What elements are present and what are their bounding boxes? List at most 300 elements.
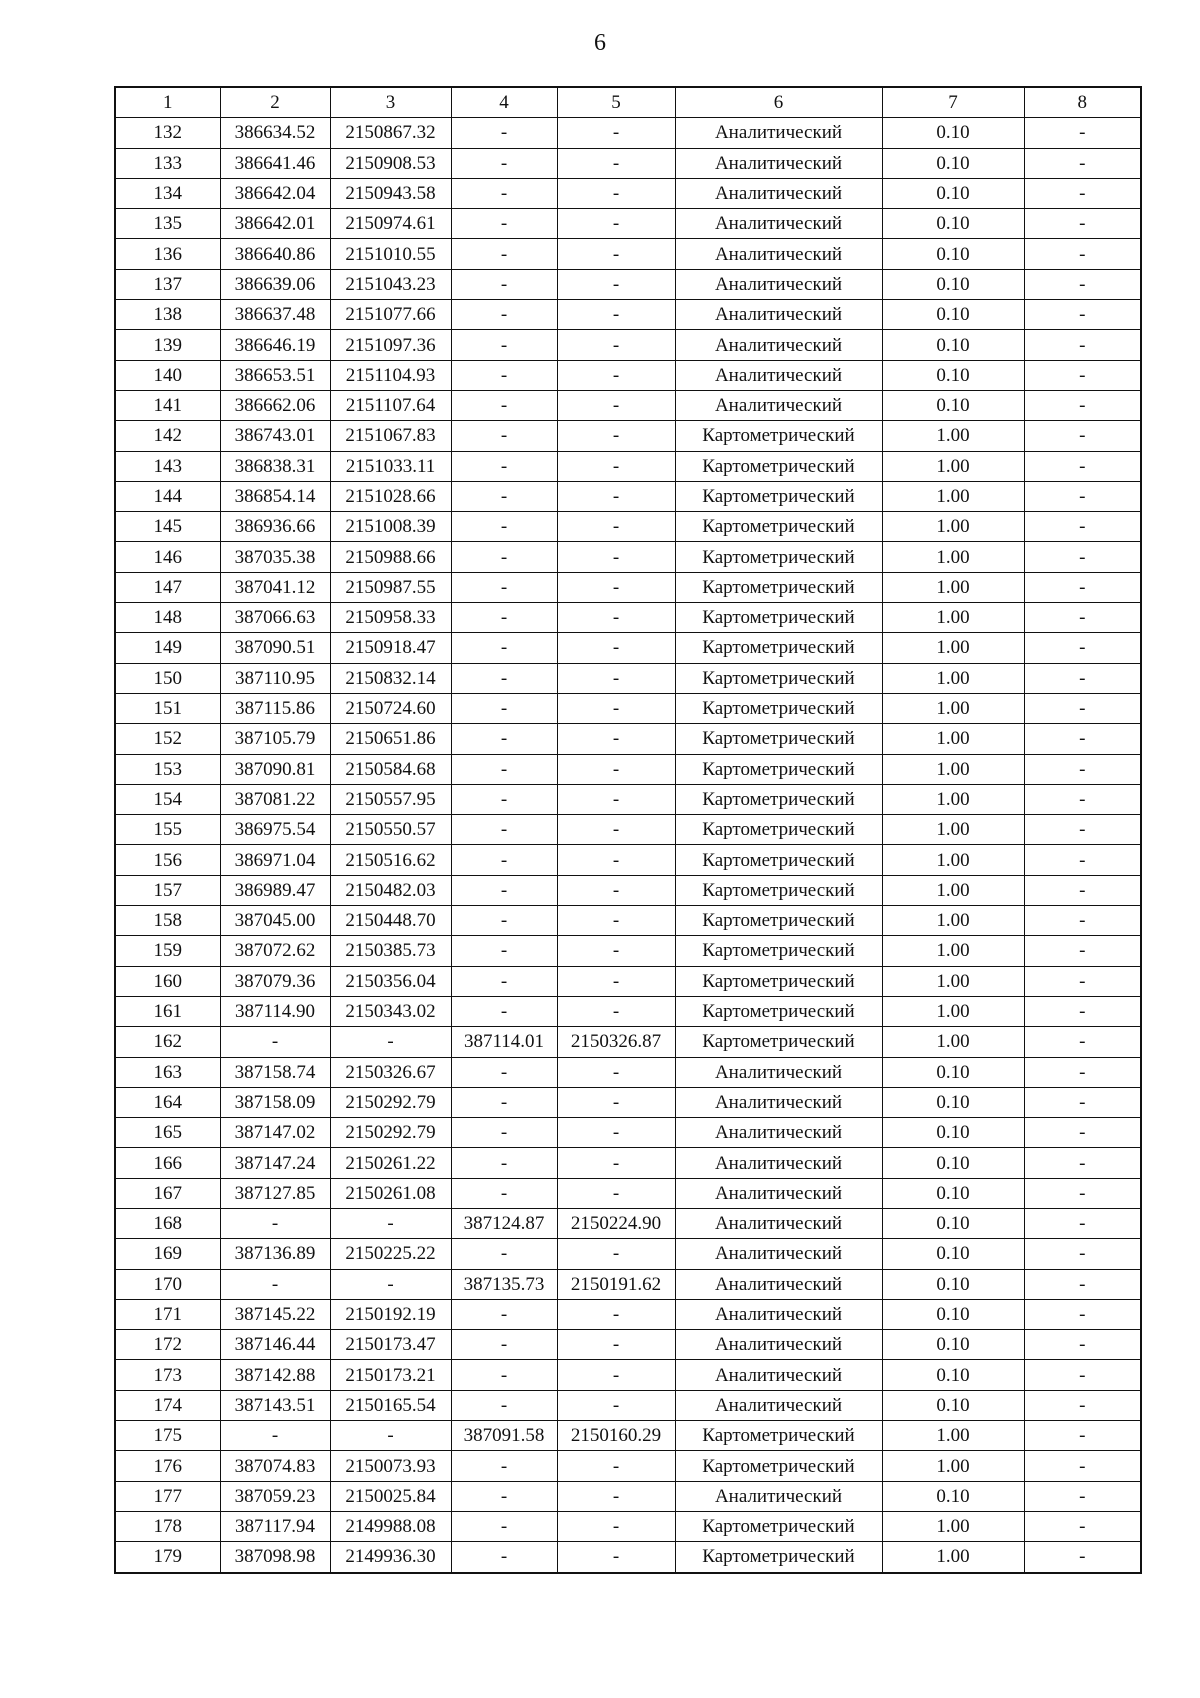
table-row <box>115 512 1141 542</box>
table-cell-col-8: - <box>1024 936 1141 966</box>
table-row <box>115 1178 1141 1208</box>
table-cell-col-4: - <box>451 451 557 481</box>
table-cell-col-8: - <box>1024 906 1141 936</box>
table-cell-col-5: - <box>557 1178 675 1208</box>
table-cell-col-2: 387098.98 <box>220 1542 330 1573</box>
table-row <box>115 1118 1141 1148</box>
table-cell-col-4: - <box>451 390 557 420</box>
table-cell-col-5: - <box>557 1542 675 1573</box>
table-cell-col-1: 138 <box>115 300 220 330</box>
table-cell-col-8: - <box>1024 754 1141 784</box>
table-cell-col-3: 2150261.08 <box>330 1178 451 1208</box>
table-cell-col-7: 0.10 <box>882 269 1024 299</box>
table-cell-col-2: 387090.51 <box>220 633 330 663</box>
column-header-4: 4 <box>451 87 557 118</box>
table-cell-col-5: 2150224.90 <box>557 1208 675 1238</box>
table-cell-col-6: Картометрический <box>675 845 882 875</box>
table-body <box>115 118 1141 1573</box>
table-cell-col-1: 161 <box>115 996 220 1026</box>
table-cell-col-3: 2150988.66 <box>330 542 451 572</box>
table-cell-col-3: 2150557.95 <box>330 784 451 814</box>
table-cell-col-8: - <box>1024 1299 1141 1329</box>
table-cell-col-5: - <box>557 1511 675 1541</box>
table-cell-col-6: Аналитический <box>675 1118 882 1148</box>
table-cell-col-4: - <box>451 330 557 360</box>
table-cell-col-6: Картометрический <box>675 1511 882 1541</box>
table-cell-col-7: 1.00 <box>882 481 1024 511</box>
table-cell-col-6: Картометрический <box>675 633 882 663</box>
table-cell-col-3: 2150225.22 <box>330 1239 451 1269</box>
table-cell-col-7: 0.10 <box>882 1299 1024 1329</box>
table-cell-col-6: Аналитический <box>675 360 882 390</box>
table-cell-col-1: 169 <box>115 1239 220 1269</box>
table-cell-col-3: 2151097.36 <box>330 330 451 360</box>
table-cell-col-3: 2151067.83 <box>330 421 451 451</box>
table-cell-col-7: 1.00 <box>882 936 1024 966</box>
table-cell-col-2: 387158.09 <box>220 1087 330 1117</box>
table-cell-col-3: 2150292.79 <box>330 1087 451 1117</box>
table-cell-col-7: 1.00 <box>882 996 1024 1026</box>
table-cell-col-7: 0.10 <box>882 118 1024 148</box>
table-cell-col-5: - <box>557 1299 675 1329</box>
table-cell-col-3: 2150943.58 <box>330 178 451 208</box>
table-cell-col-5: - <box>557 572 675 602</box>
table-cell-col-5: - <box>557 148 675 178</box>
table-cell-col-6: Картометрический <box>675 451 882 481</box>
table-cell-col-6: Аналитический <box>675 239 882 269</box>
table-cell-col-6: Аналитический <box>675 390 882 420</box>
table-cell-col-4: - <box>451 1360 557 1390</box>
table-cell-col-7: 1.00 <box>882 1027 1024 1057</box>
table-cell-col-2: - <box>220 1421 330 1451</box>
table-cell-col-8: - <box>1024 512 1141 542</box>
table-cell-col-2: 387142.88 <box>220 1360 330 1390</box>
table-cell-col-2: 386639.06 <box>220 269 330 299</box>
table-cell-col-5: 2150326.87 <box>557 1027 675 1057</box>
table-cell-col-7: 1.00 <box>882 633 1024 663</box>
table-cell-col-2: 386642.01 <box>220 209 330 239</box>
table-cell-col-4: - <box>451 209 557 239</box>
table-cell-col-1: 141 <box>115 390 220 420</box>
table-cell-col-2: 387074.83 <box>220 1451 330 1481</box>
table-cell-col-3: 2150165.54 <box>330 1390 451 1420</box>
table-cell-col-4: - <box>451 996 557 1026</box>
table-row <box>115 1360 1141 1390</box>
table-cell-col-2: - <box>220 1269 330 1299</box>
table-row <box>115 451 1141 481</box>
table-cell-col-3: 2150385.73 <box>330 936 451 966</box>
table-cell-col-1: 135 <box>115 209 220 239</box>
table-cell-col-7: 0.10 <box>882 300 1024 330</box>
table-cell-col-7: 0.10 <box>882 1360 1024 1390</box>
table-cell-col-1: 150 <box>115 663 220 693</box>
table-cell-col-6: Аналитический <box>675 178 882 208</box>
table-cell-col-4: - <box>451 512 557 542</box>
table-cell-col-4: - <box>451 1511 557 1541</box>
table-cell-col-3: 2150343.02 <box>330 996 451 1026</box>
table-cell-col-2: 386838.31 <box>220 451 330 481</box>
table-cell-col-1: 156 <box>115 845 220 875</box>
table-cell-col-6: Картометрический <box>675 603 882 633</box>
table-cell-col-4: - <box>451 1451 557 1481</box>
table-cell-col-3: 2150356.04 <box>330 966 451 996</box>
table-cell-col-5: - <box>557 845 675 875</box>
table-cell-col-1: 174 <box>115 1390 220 1420</box>
table-cell-col-7: 1.00 <box>882 1421 1024 1451</box>
table-cell-col-2: 386640.86 <box>220 239 330 269</box>
table-cell-col-3: 2150448.70 <box>330 906 451 936</box>
table-cell-col-6: Картометрический <box>675 663 882 693</box>
table-cell-col-8: - <box>1024 1451 1141 1481</box>
table-cell-col-8: - <box>1024 1421 1141 1451</box>
table-cell-col-1: 151 <box>115 693 220 723</box>
table-row <box>115 1330 1141 1360</box>
table-cell-col-1: 160 <box>115 966 220 996</box>
table-cell-col-1: 133 <box>115 148 220 178</box>
table-cell-col-8: - <box>1024 1269 1141 1299</box>
table-cell-col-7: 1.00 <box>882 906 1024 936</box>
table-cell-col-4: - <box>451 269 557 299</box>
table-cell-col-3: 2150516.62 <box>330 845 451 875</box>
table-cell-col-8: - <box>1024 148 1141 178</box>
table-cell-col-6: Картометрический <box>675 724 882 754</box>
table-cell-col-1: 134 <box>115 178 220 208</box>
table-cell-col-6: Аналитический <box>675 1148 882 1178</box>
table-cell-col-7: 0.10 <box>882 1208 1024 1238</box>
table-cell-col-1: 149 <box>115 633 220 663</box>
table-cell-col-1: 147 <box>115 572 220 602</box>
table-cell-col-7: 0.10 <box>882 1148 1024 1178</box>
table-cell-col-1: 152 <box>115 724 220 754</box>
table-cell-col-1: 177 <box>115 1481 220 1511</box>
table-cell-col-7: 1.00 <box>882 966 1024 996</box>
table-cell-col-6: Картометрический <box>675 512 882 542</box>
table-row <box>115 996 1141 1026</box>
page-number: 6 <box>594 30 606 56</box>
table-cell-col-4: 387124.87 <box>451 1208 557 1238</box>
table-cell-col-4: 387091.58 <box>451 1421 557 1451</box>
table-cell-col-8: - <box>1024 1511 1141 1541</box>
table-cell-col-2: 387059.23 <box>220 1481 330 1511</box>
table-row <box>115 663 1141 693</box>
table-row <box>115 1421 1141 1451</box>
table-row <box>115 390 1141 420</box>
table-cell-col-5: - <box>557 269 675 299</box>
table-cell-col-5: - <box>557 1390 675 1420</box>
table-cell-col-6: Аналитический <box>675 1057 882 1087</box>
table-cell-col-6: Аналитический <box>675 118 882 148</box>
table-row <box>115 815 1141 845</box>
table-cell-col-7: 1.00 <box>882 572 1024 602</box>
table-cell-col-4: - <box>451 1178 557 1208</box>
table-cell-col-7: 0.10 <box>882 1239 1024 1269</box>
column-header-8: 8 <box>1024 87 1141 118</box>
table-cell-col-6: Аналитический <box>675 330 882 360</box>
table-cell-col-2: 387105.79 <box>220 724 330 754</box>
table-cell-col-7: 1.00 <box>882 693 1024 723</box>
table-cell-col-4: - <box>451 1542 557 1573</box>
table-cell-col-1: 148 <box>115 603 220 633</box>
table-cell-col-7: 1.00 <box>882 724 1024 754</box>
table-cell-col-8: - <box>1024 1057 1141 1087</box>
table-cell-col-5: - <box>557 209 675 239</box>
table-cell-col-4: - <box>451 906 557 936</box>
table-cell-col-5: - <box>557 421 675 451</box>
table-cell-col-7: 1.00 <box>882 1511 1024 1541</box>
table-cell-col-6: Аналитический <box>675 148 882 178</box>
table-cell-col-5: - <box>557 330 675 360</box>
table-cell-col-6: Аналитический <box>675 1208 882 1238</box>
table-cell-col-2: 387045.00 <box>220 906 330 936</box>
table-cell-col-4: - <box>451 178 557 208</box>
table-row <box>115 481 1141 511</box>
table-cell-col-6: Аналитический <box>675 1299 882 1329</box>
table-cell-col-8: - <box>1024 1360 1141 1390</box>
table-cell-col-4: - <box>451 421 557 451</box>
table-cell-col-6: Картометрический <box>675 1451 882 1481</box>
table-cell-col-4: - <box>451 633 557 663</box>
table-row <box>115 906 1141 936</box>
table-row <box>115 421 1141 451</box>
table-cell-col-8: - <box>1024 1390 1141 1420</box>
table-row <box>115 1208 1141 1238</box>
table-cell-col-4: 387135.73 <box>451 1269 557 1299</box>
table-cell-col-4: - <box>451 300 557 330</box>
table-cell-col-2: 387079.36 <box>220 966 330 996</box>
table-cell-col-6: Аналитический <box>675 1178 882 1208</box>
table-cell-col-2: 386936.66 <box>220 512 330 542</box>
table-row <box>115 300 1141 330</box>
table-cell-col-7: 0.10 <box>882 1269 1024 1299</box>
table-cell-col-7: 1.00 <box>882 512 1024 542</box>
table-cell-col-8: - <box>1024 360 1141 390</box>
table-cell-col-1: 179 <box>115 1542 220 1573</box>
table-cell-col-3: 2150918.47 <box>330 633 451 663</box>
table-cell-col-7: 1.00 <box>882 845 1024 875</box>
table-row <box>115 178 1141 208</box>
table-cell-col-1: 175 <box>115 1421 220 1451</box>
table-cell-col-1: 163 <box>115 1057 220 1087</box>
table-cell-col-7: 0.10 <box>882 239 1024 269</box>
table-cell-col-5: - <box>557 481 675 511</box>
table-cell-col-6: Аналитический <box>675 209 882 239</box>
table-cell-col-1: 173 <box>115 1360 220 1390</box>
table-cell-col-1: 155 <box>115 815 220 845</box>
table-header-row <box>115 87 1141 118</box>
table-cell-col-2: 386634.52 <box>220 118 330 148</box>
table-cell-col-2: 386743.01 <box>220 421 330 451</box>
table-cell-col-5: - <box>557 996 675 1026</box>
table-cell-col-4: - <box>451 481 557 511</box>
table-row <box>115 1269 1141 1299</box>
table-cell-col-7: 0.10 <box>882 1057 1024 1087</box>
table-cell-col-2: 387158.74 <box>220 1057 330 1087</box>
table-cell-col-3: 2150958.33 <box>330 603 451 633</box>
table-cell-col-4: - <box>451 875 557 905</box>
table-cell-col-7: 1.00 <box>882 1451 1024 1481</box>
table-cell-col-3: 2151043.23 <box>330 269 451 299</box>
table-cell-col-8: - <box>1024 481 1141 511</box>
table-cell-col-5: 2150160.29 <box>557 1421 675 1451</box>
table-cell-col-3: 2150908.53 <box>330 148 451 178</box>
table-cell-col-1: 146 <box>115 542 220 572</box>
table-cell-col-3: 2150550.57 <box>330 815 451 845</box>
table-row <box>115 269 1141 299</box>
table-cell-col-5: - <box>557 512 675 542</box>
table-cell-col-5: - <box>557 784 675 814</box>
table-cell-col-3: - <box>330 1269 451 1299</box>
table-cell-col-3: 2150867.32 <box>330 118 451 148</box>
table-cell-col-1: 154 <box>115 784 220 814</box>
table-row <box>115 542 1141 572</box>
table-cell-col-4: - <box>451 815 557 845</box>
table-cell-col-8: - <box>1024 966 1141 996</box>
table-cell-col-8: - <box>1024 693 1141 723</box>
table-cell-col-4: - <box>451 360 557 390</box>
table-cell-col-5: - <box>557 1148 675 1178</box>
column-header-3: 3 <box>330 87 451 118</box>
table-row <box>115 845 1141 875</box>
table-cell-col-7: 1.00 <box>882 421 1024 451</box>
table-cell-col-7: 0.10 <box>882 1390 1024 1420</box>
table-cell-col-3: 2150482.03 <box>330 875 451 905</box>
table-cell-col-8: - <box>1024 1542 1141 1573</box>
table-cell-col-8: - <box>1024 178 1141 208</box>
table-cell-col-5: - <box>557 1330 675 1360</box>
coordinates-table <box>114 86 1142 1574</box>
table-cell-col-8: - <box>1024 724 1141 754</box>
table-cell-col-5: - <box>557 906 675 936</box>
table-cell-col-8: - <box>1024 390 1141 420</box>
table-cell-col-2: 387143.51 <box>220 1390 330 1420</box>
column-header-1: 1 <box>115 87 220 118</box>
table-cell-col-5: - <box>557 724 675 754</box>
table-cell-col-2: 386662.06 <box>220 390 330 420</box>
table-cell-col-5: - <box>557 754 675 784</box>
table-cell-col-7: 0.10 <box>882 360 1024 390</box>
table-cell-col-1: 142 <box>115 421 220 451</box>
table-row <box>115 936 1141 966</box>
table-row <box>115 1390 1141 1420</box>
table-cell-col-4: - <box>451 936 557 966</box>
table-cell-col-4: - <box>451 1330 557 1360</box>
table-cell-col-5: - <box>557 1057 675 1087</box>
table-cell-col-5: 2150191.62 <box>557 1269 675 1299</box>
table-cell-col-6: Картометрический <box>675 1542 882 1573</box>
table-cell-col-3: 2150073.93 <box>330 1451 451 1481</box>
table-cell-col-8: - <box>1024 663 1141 693</box>
table-cell-col-6: Картометрический <box>675 996 882 1026</box>
table-cell-col-6: Картометрический <box>675 875 882 905</box>
table-cell-col-6: Аналитический <box>675 269 882 299</box>
table-cell-col-3: 2150261.22 <box>330 1148 451 1178</box>
table-cell-col-6: Картометрический <box>675 1027 882 1057</box>
table-cell-col-3: - <box>330 1208 451 1238</box>
table-cell-col-8: - <box>1024 451 1141 481</box>
table-cell-col-2: 386653.51 <box>220 360 330 390</box>
table-cell-col-3: 2151008.39 <box>330 512 451 542</box>
table-cell-col-2: - <box>220 1208 330 1238</box>
table-cell-col-3: 2150651.86 <box>330 724 451 754</box>
table-cell-col-5: - <box>557 633 675 663</box>
table-cell-col-6: Аналитический <box>675 1330 882 1360</box>
table-cell-col-8: - <box>1024 239 1141 269</box>
table-cell-col-1: 137 <box>115 269 220 299</box>
table-cell-col-1: 143 <box>115 451 220 481</box>
table-cell-col-4: - <box>451 1118 557 1148</box>
table-cell-col-8: - <box>1024 1148 1141 1178</box>
table-cell-col-4: - <box>451 966 557 996</box>
table-cell-col-2: 387110.95 <box>220 663 330 693</box>
table-cell-col-2: 386989.47 <box>220 875 330 905</box>
table-cell-col-1: 167 <box>115 1178 220 1208</box>
table-row <box>115 693 1141 723</box>
table-cell-col-6: Картометрический <box>675 784 882 814</box>
table-cell-col-4: - <box>451 118 557 148</box>
table-row <box>115 1511 1141 1541</box>
table-cell-col-3: 2151077.66 <box>330 300 451 330</box>
table-cell-col-4: - <box>451 845 557 875</box>
table-cell-col-3: 2150832.14 <box>330 663 451 693</box>
table-cell-col-7: 0.10 <box>882 148 1024 178</box>
table-cell-col-5: - <box>557 390 675 420</box>
table-cell-col-5: - <box>557 693 675 723</box>
table-cell-col-8: - <box>1024 421 1141 451</box>
table-cell-col-4: - <box>451 1481 557 1511</box>
table-row <box>115 966 1141 996</box>
table-cell-col-7: 0.10 <box>882 1330 1024 1360</box>
table-cell-col-4: 387114.01 <box>451 1027 557 1057</box>
table-cell-col-8: - <box>1024 1118 1141 1148</box>
table-cell-col-8: - <box>1024 330 1141 360</box>
table-row <box>115 118 1141 148</box>
table-cell-col-7: 1.00 <box>882 784 1024 814</box>
table-cell-col-5: - <box>557 1239 675 1269</box>
table-row <box>115 330 1141 360</box>
table-cell-col-2: 386642.04 <box>220 178 330 208</box>
table-row <box>115 1542 1141 1573</box>
table-cell-col-8: - <box>1024 542 1141 572</box>
table-row <box>115 784 1141 814</box>
table-cell-col-7: 1.00 <box>882 603 1024 633</box>
table-row <box>115 1057 1141 1087</box>
table-cell-col-8: - <box>1024 845 1141 875</box>
table-cell-col-3: - <box>330 1027 451 1057</box>
table-cell-col-2: 386637.48 <box>220 300 330 330</box>
table-cell-col-3: 2151033.11 <box>330 451 451 481</box>
table-cell-col-1: 140 <box>115 360 220 390</box>
table-cell-col-4: - <box>451 754 557 784</box>
table-cell-col-3: - <box>330 1421 451 1451</box>
column-header-5: 5 <box>557 87 675 118</box>
table-cell-col-6: Картометрический <box>675 481 882 511</box>
table-cell-col-1: 164 <box>115 1087 220 1117</box>
table-cell-col-4: - <box>451 1390 557 1420</box>
table-cell-col-1: 157 <box>115 875 220 905</box>
table-row <box>115 572 1141 602</box>
table-cell-col-4: - <box>451 239 557 269</box>
table-cell-col-6: Картометрический <box>675 542 882 572</box>
table-row <box>115 1299 1141 1329</box>
table-cell-col-8: - <box>1024 1208 1141 1238</box>
table-cell-col-1: 144 <box>115 481 220 511</box>
table-cell-col-4: - <box>451 1087 557 1117</box>
table-cell-col-3: 2150584.68 <box>330 754 451 784</box>
table-cell-col-6: Аналитический <box>675 1269 882 1299</box>
table-cell-col-5: - <box>557 1087 675 1117</box>
table-cell-col-7: 1.00 <box>882 815 1024 845</box>
table-cell-col-8: - <box>1024 1481 1141 1511</box>
